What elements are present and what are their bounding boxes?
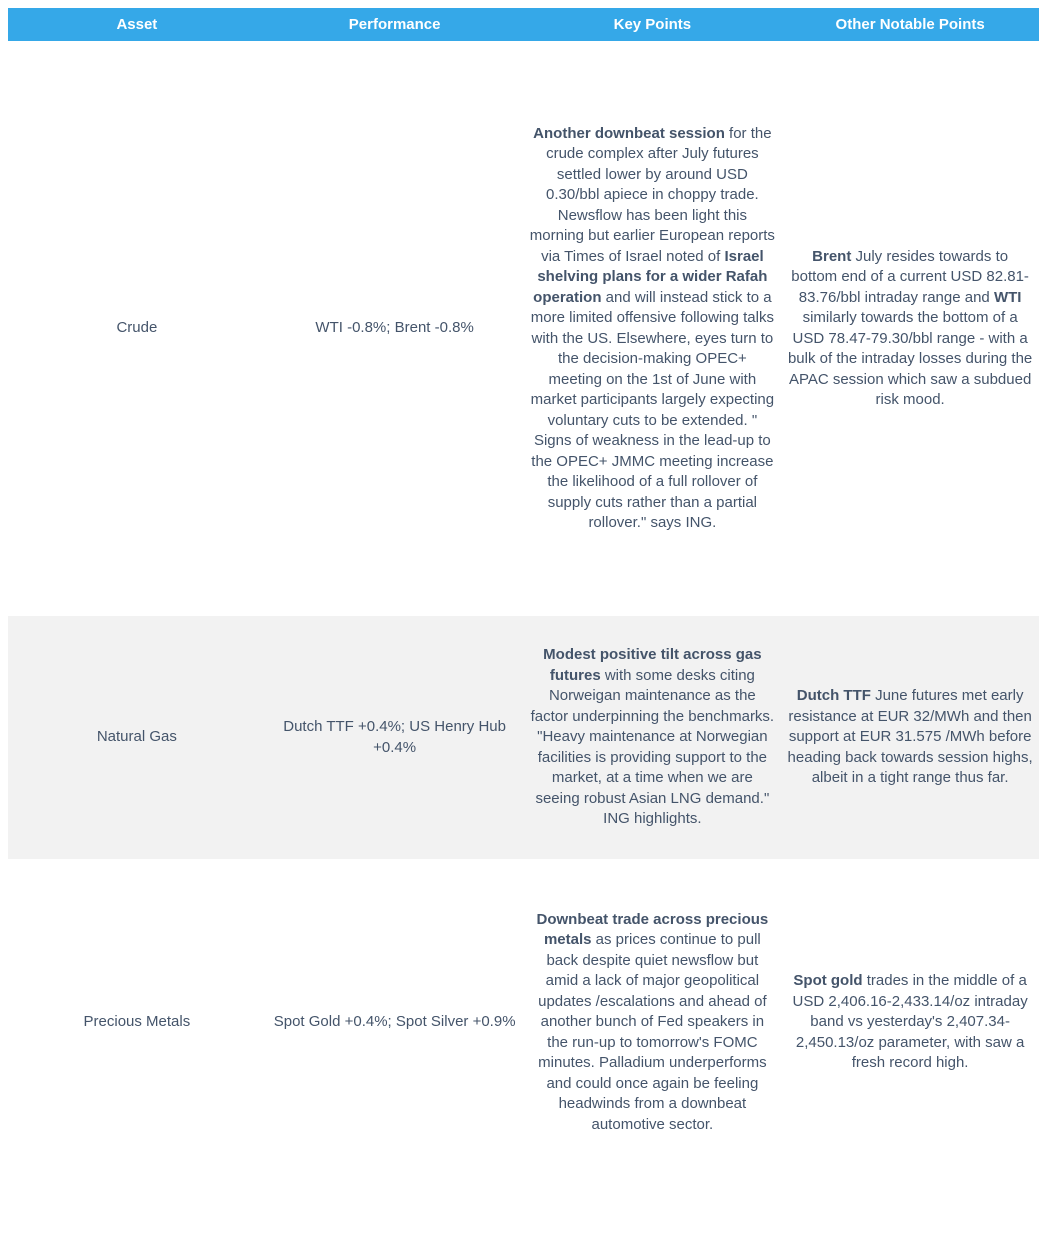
table-header <box>8 8 1039 41</box>
cell-asset: Natural Gas <box>96 728 177 746</box>
cell-performance: Spot Gold +0.4%; Spot Silver +0.9% <box>273 1013 516 1031</box>
table-row-precious-metals <box>8 859 1039 1186</box>
cell-performance: Dutch TTF +0.4%; US Henry Hub +0.4% <box>283 718 506 756</box>
cell-other-notable-points: Brent July resides towards to bottom end of a current USD 82.81-83.76/bbl intraday range and WTI similarly towards the bottom of a USD 78.47-79.30/bbl range - with a bulk of the intraday losses during the APAC session which saw a subdued risk mood. <box>787 247 1033 408</box>
cell-asset: Crude <box>116 319 158 337</box>
column-header-performance: Performance <box>266 8 524 41</box>
header-row <box>8 8 1039 41</box>
cell-other-notable-points: Dutch TTF June futures met early resistance at EUR 32/MWh and then support at EUR 31.575 /MWh before heading back towards session highs, albeit in a tight range thus far. <box>787 687 1033 787</box>
cell-asset: Precious Metals <box>83 1013 191 1031</box>
column-header-asset: Asset <box>8 8 266 41</box>
table-row-crude <box>8 41 1039 616</box>
cell-key-points: Modest positive tilt across gas futures with some desks citing Norweigan maintenance as the factor underpinning the benchmarks. "Heavy maintenance at Norwegian facilities is providing support to the market, at a time when we are seeing robust Asian LNG demand." ING highlights. <box>530 646 775 828</box>
column-header-other-notable-points: Other Notable Points <box>781 8 1039 41</box>
cell-key-points: Downbeat trade across precious metals as prices continue to pull back despite quiet newsflow but amid a lack of major geopolitical updates /escalations and ahead of another bunch of Fed speakers in the run-up to tomorrow's FOMC minutes. Palladium underperforms and could once again be feeling headwinds from a downbeat automotive sector. <box>536 910 769 1133</box>
table-row-natural-gas <box>8 616 1039 859</box>
commodities-table <box>8 8 1039 1186</box>
column-header-key-points: Key Points <box>524 8 782 41</box>
cell-other-notable-points: Spot gold trades in the middle of a USD 2,406.16-2,433.14/oz intraday band vs yesterday's 2,407.34-2,450.13/oz parameter, with saw a fresh record high. <box>792 972 1028 1072</box>
cell-performance: WTI -0.8%; Brent -0.8% <box>315 319 474 337</box>
cell-key-points: Another downbeat session for the crude complex after July futures settled lower by around USD 0.30/bbl apiece in choppy trade. Newsflow has been light this morning but earlier European reports via Times of Israel noted of Israel shelving plans for a wider Rafah operation and will instead stick to a more limited offensive following talks with the US. Elsewhere, eyes turn to the decision-making OPEC+ meeting on the 1st of June with market participants largely expecting voluntary cuts to be extended. " Signs of weakness in the lead-up to the OPEC+ JMMC meeting increase the likelihood of a full rollover of supply cuts rather than a partial rollover." says ING. <box>529 124 775 531</box>
table-body <box>8 41 1039 1186</box>
